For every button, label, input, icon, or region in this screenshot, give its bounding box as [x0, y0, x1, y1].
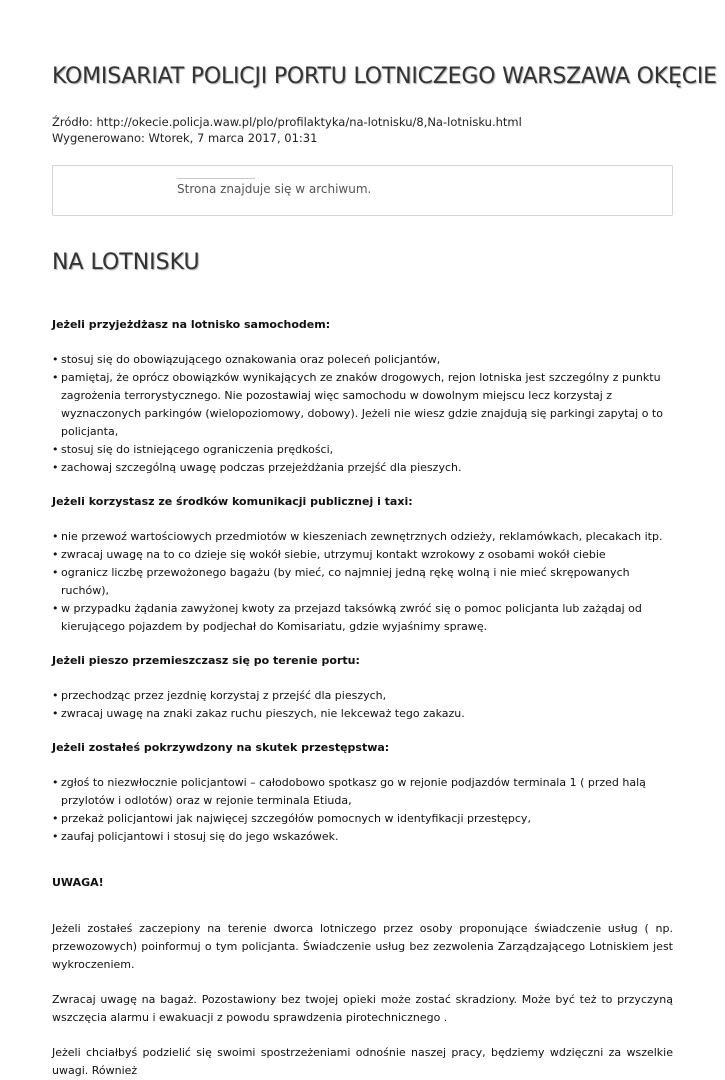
- section-heading: Jeżeli korzystasz ze środków komunikacji publicznej i taxi:: [52, 495, 413, 508]
- warning-paragraph: Jeżeli zostałeś zaczepiony na terenie dworca lotniczego przez osoby proponujące świadczenie usług ( np. przewozowych) poinformuj o tym policjanta. Świadczenie usług bez zezwolenia Zarządzającego Lotniskiem jest wykroczeniem.: [52, 922, 673, 971]
- archive-notice-box: [52, 165, 673, 216]
- section-list: [52, 528, 673, 636]
- list-item: [52, 528, 673, 546]
- section-list: [52, 351, 673, 477]
- list-item: [52, 705, 673, 723]
- list-item-text: nie przewoź wartościowych przedmiotów w kieszeniach zewnętrznych odzieży, reklamówkach, plecakach itp.: [61, 530, 663, 543]
- list-item-text: ogranicz liczbę przewożonego bagażu (by mieć, co najmniej jedną rękę wolną i nie mieć skrępowanych ruchów),: [61, 566, 630, 597]
- source-url: Źródło: http://okecie.policja.waw.pl/plo/profilaktyka/na-lotnisku/8,Na-lotnisku.html: [52, 115, 522, 129]
- list-item-text: zwracaj uwagę na znaki zakaz ruchu pieszych, nie lekceważ tego zakazu.: [61, 707, 465, 720]
- warning-heading: UWAGA!: [52, 876, 104, 889]
- section-heading: Jeżeli zostałeś pokrzywdzony na skutek przestępstwa:: [52, 741, 390, 754]
- article-content: [52, 316, 673, 1080]
- list-item: [52, 600, 673, 636]
- list-item-text: zaufaj policjantowi i stosuj się do jego wskazówek.: [61, 830, 339, 843]
- warning-paragraph: Zwracaj uwagę na bagaż. Pozostawiony bez twojej opieki może zostać skradziony. Może być też to przyczyną wszczęcia alarmu i ewakuacji z powodu sprawdzenia pirotechnicznego .: [52, 993, 673, 1024]
- bullet-icon: •: [52, 707, 59, 720]
- list-item: [52, 828, 673, 846]
- list-item: [52, 774, 673, 810]
- section-list: [52, 687, 673, 723]
- bullet-icon: •: [52, 548, 59, 561]
- list-item-text: zgłoś to niezwłocznie policjantowi – całodobowo spotkasz go w rejonie podjazdów terminala 1 ( przed halą przylotów i odlotów) oraz w rejonie terminala Etiuda,: [61, 776, 646, 807]
- list-item: [52, 810, 673, 828]
- list-item-text: pamiętaj, że oprócz obowiązków wynikających ze znaków drogowych, rejon lotniska jest szczególny z punktu zagrożenia terrorystycznego. Nie pozostawiaj więc samochodu w dowolnym miejscu lecz korzystaj z wyznaczonych parkingów (wielopoziomowy, dobowy). Jeżeli nie wiesz gdzie znajdują się parkingi zapytaj o to policjanta,: [61, 371, 663, 438]
- bullet-icon: •: [52, 443, 59, 456]
- document-meta: [52, 114, 522, 146]
- bullet-icon: •: [52, 371, 59, 384]
- section-heading: Jeżeli przyjeżdżasz na lotnisko samochodem:: [52, 318, 331, 331]
- bullet-icon: •: [52, 461, 59, 474]
- list-item: [52, 441, 673, 459]
- section-heading: Jeżeli pieszo przemieszczasz się po terenie portu:: [52, 654, 360, 667]
- bullet-icon: •: [52, 602, 59, 615]
- list-item-text: stosuj się do obowiązującego oznakowania oraz poleceń policjantów,: [61, 353, 441, 366]
- list-item: [52, 546, 673, 564]
- site-title: KOMISARIAT POLICJI PORTU LOTNICZEGO WARSZAWA OKĘCIE: [52, 64, 717, 89]
- bullet-icon: •: [52, 830, 59, 843]
- archive-notice: Strona znajduje się w archiwum.: [177, 182, 372, 196]
- bullet-icon: •: [52, 353, 59, 366]
- list-item-text: stosuj się do istniejącego ograniczenia prędkości,: [61, 443, 334, 456]
- bullet-icon: •: [52, 689, 59, 702]
- list-item: [52, 459, 673, 477]
- bullet-icon: •: [52, 566, 59, 579]
- list-item-text: w przypadku żądania zawyżonej kwoty za przejazd taksówką zwróć się o pomoc policjanta lub zażądaj od kierującego pojazdem by podjechał do Komisariatu, gdzie wyjaśnimy sprawę.: [61, 602, 642, 633]
- archive-divider: [177, 178, 255, 179]
- list-item: [52, 687, 673, 705]
- page-title: NA LOTNISKU: [52, 250, 200, 275]
- list-item-text: zwracaj uwagę na to co dzieje się wokół siebie, utrzymuj kontakt wzrokowy z osobami wokół ciebie: [61, 548, 606, 561]
- list-item-text: zachowaj szczególną uwagę podczas przejeżdżania przejść dla pieszych.: [61, 461, 462, 474]
- list-item-text: przekaż policjantowi jak najwięcej szczegółów pomocnych w identyfikacji przestępcy,: [61, 812, 531, 825]
- list-item: [52, 564, 673, 600]
- list-item: [52, 351, 673, 369]
- list-item: [52, 369, 673, 441]
- generated-date: Wygenerowano: Wtorek, 7 marca 2017, 01:31: [52, 131, 318, 145]
- bullet-icon: •: [52, 530, 59, 543]
- section-list: [52, 774, 673, 846]
- bullet-icon: •: [52, 812, 59, 825]
- list-item-text: przechodząc przez jezdnię korzystaj z przejść dla pieszych,: [61, 689, 387, 702]
- bullet-icon: •: [52, 776, 59, 789]
- warning-paragraph: Jeżeli chciałbyś podzielić się swoimi spostrzeżeniami odnośnie naszej pracy, będziemy wdzięczni za wszelkie uwagi. Również: [52, 1046, 673, 1077]
